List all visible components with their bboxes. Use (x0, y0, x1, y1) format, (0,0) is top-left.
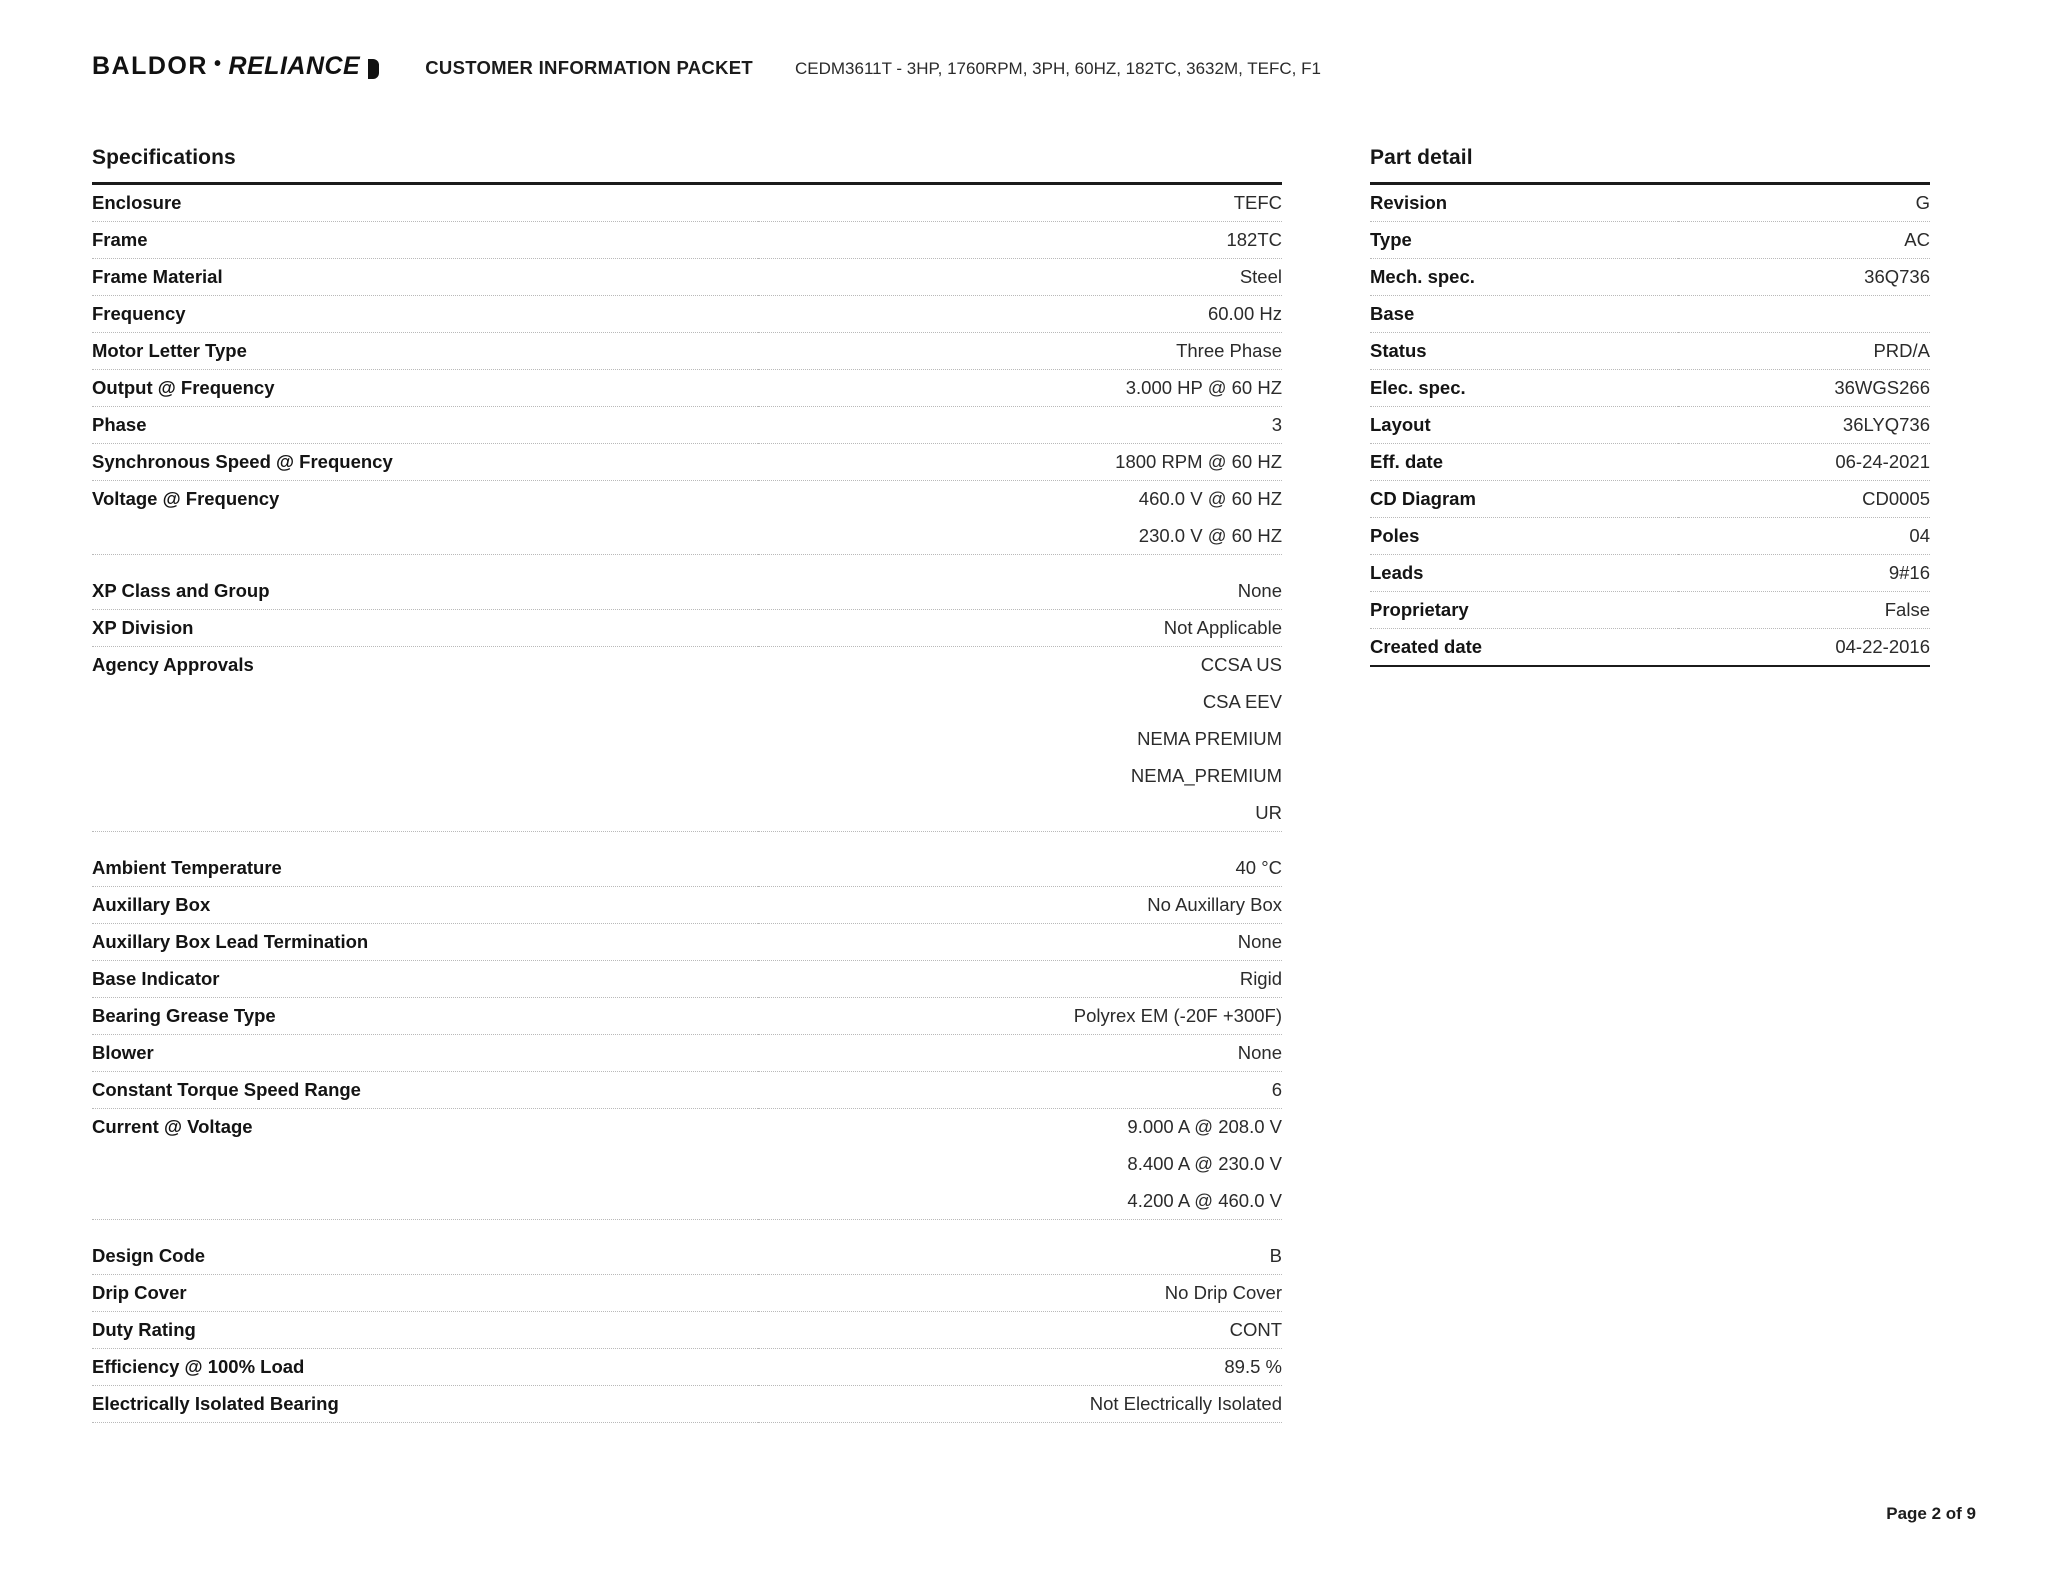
row-value: Three Phase (758, 333, 1282, 370)
row-value: CCSA US (1200, 654, 1282, 675)
table-row (1370, 481, 1930, 518)
row-label: Frame Material (92, 259, 758, 296)
table-row (92, 573, 1282, 610)
row-value: 9.000 A @ 208.0 V (1127, 1116, 1282, 1137)
table-row (92, 924, 1282, 961)
part-detail-table (1370, 182, 1930, 667)
page-footer: Page 2 of 9 (1886, 1504, 1976, 1523)
row-label: Duty Rating (92, 1312, 758, 1349)
table-row (1370, 259, 1930, 296)
table-row (92, 1312, 1282, 1349)
row-label: Frequency (92, 296, 758, 333)
row-value: CONT (758, 1312, 1282, 1349)
row-label: Eff. date (1370, 444, 1678, 481)
page-title: CUSTOMER INFORMATION PACKET (425, 57, 753, 78)
row-label: XP Class and Group (92, 573, 758, 610)
table-row (1370, 222, 1930, 259)
table-row (92, 758, 1282, 795)
row-label: Phase (92, 407, 758, 444)
logo-separator-dot: • (213, 53, 223, 75)
table-row (92, 1072, 1282, 1109)
baldor-reliance-logo (92, 52, 379, 81)
table-row (1370, 518, 1930, 555)
table-row (92, 185, 1282, 222)
row-label: Created date (1370, 629, 1678, 667)
row-label: Base Indicator (92, 961, 758, 998)
row-value: None (758, 1035, 1282, 1072)
row-label: Current @ Voltage (92, 1116, 253, 1137)
page-header (92, 52, 1976, 98)
table-row (92, 1238, 1282, 1275)
row-value: 89.5 % (758, 1349, 1282, 1386)
row-value: NEMA_PREMIUM (1130, 765, 1282, 786)
row-label: Enclosure (92, 185, 758, 222)
row-value: Not Electrically Isolated (758, 1386, 1282, 1423)
row-label (92, 758, 758, 795)
table-row (92, 887, 1282, 924)
table-row (92, 222, 1282, 259)
table-row (92, 481, 1282, 518)
row-value: 04 (1678, 518, 1930, 555)
row-value: 1800 RPM @ 60 HZ (758, 444, 1282, 481)
row-value: Steel (758, 259, 1282, 296)
page-subtitle: CEDM3611T - 3HP, 1760RPM, 3PH, 60HZ, 182TC, 3632M, TEFC, F1 (794, 59, 1321, 78)
row-label: Leads (1370, 555, 1678, 592)
row-value: None (758, 573, 1282, 610)
specifications-heading: Specifications (92, 146, 236, 169)
table-bottom-rule (1370, 666, 1930, 667)
row-value: CSA EEV (1202, 691, 1282, 712)
table-row (92, 370, 1282, 407)
row-label: Auxillary Box Lead Termination (92, 924, 758, 961)
table-row (92, 647, 1282, 684)
row-label: CD Diagram (1370, 481, 1678, 518)
table-row (92, 407, 1282, 444)
row-value: 4.200 A @ 460.0 V (758, 1183, 1282, 1220)
row-value: 230.0 V @ 60 HZ (758, 518, 1282, 555)
row-label: Proprietary (1370, 592, 1678, 629)
row-value: B (758, 1238, 1282, 1275)
row-label: Motor Letter Type (92, 333, 758, 370)
row-label: Efficiency @ 100% Load (92, 1349, 758, 1386)
row-label: Frame (92, 222, 758, 259)
table-row (92, 1275, 1282, 1312)
table-row (1370, 592, 1930, 629)
specifications-table (92, 182, 1282, 1423)
row-label (92, 795, 758, 832)
row-value: CD0005 (1678, 481, 1930, 518)
specifications-section (92, 146, 1282, 1423)
table-row (92, 259, 1282, 296)
row-value: None (758, 924, 1282, 961)
table-row (92, 684, 1282, 721)
row-label: XP Division (92, 610, 758, 647)
table-row (92, 795, 1282, 832)
table-row (92, 1109, 1282, 1146)
row-value: G (1678, 185, 1930, 222)
row-value: 3.000 HP @ 60 HZ (758, 370, 1282, 407)
row-label: Elec. spec. (1370, 370, 1678, 407)
part-detail-table-body (1370, 184, 1930, 668)
table-row (1370, 185, 1930, 222)
row-value: TEFC (758, 185, 1282, 222)
table-row (92, 444, 1282, 481)
table-row (92, 610, 1282, 647)
table-row (1370, 333, 1930, 370)
table-row (92, 296, 1282, 333)
row-value: NEMA PREMIUM (1137, 728, 1282, 749)
table-row (1370, 407, 1930, 444)
row-label: Synchronous Speed @ Frequency (92, 444, 758, 481)
row-label: Output @ Frequency (92, 370, 758, 407)
row-value: 06-24-2021 (1678, 444, 1930, 481)
table-row (92, 1183, 1282, 1220)
part-detail-heading: Part detail (1370, 146, 1473, 169)
logo-text-baldor: BALDOR (92, 52, 208, 80)
table-row (1370, 555, 1930, 592)
logo-text-reliance: RELIANCE (228, 52, 361, 80)
row-label (92, 721, 758, 758)
row-value: 3 (758, 407, 1282, 444)
row-label: Revision (1370, 185, 1678, 222)
row-label (92, 684, 758, 721)
row-value: No Auxillary Box (758, 887, 1282, 924)
row-label (92, 1146, 758, 1183)
row-gap (92, 1220, 1282, 1239)
row-label: Poles (1370, 518, 1678, 555)
row-label: Auxillary Box (92, 887, 758, 924)
row-label: Base (1370, 296, 1678, 333)
row-value: UR (758, 795, 1282, 832)
row-value: 60.00 Hz (758, 296, 1282, 333)
row-value: 9#16 (1678, 555, 1930, 592)
row-value: PRD/A (1678, 333, 1930, 370)
table-row (92, 998, 1282, 1035)
row-label: Ambient Temperature (92, 850, 758, 887)
row-value: 36WGS266 (1678, 370, 1930, 407)
row-label (92, 1183, 758, 1220)
row-value (1678, 296, 1930, 333)
row-label: Drip Cover (92, 1275, 758, 1312)
row-label: Bearing Grease Type (92, 998, 758, 1035)
row-value: Rigid (758, 961, 1282, 998)
table-row (1370, 629, 1930, 667)
row-value: No Drip Cover (758, 1275, 1282, 1312)
row-value: AC (1678, 222, 1930, 259)
table-row (92, 1146, 1282, 1183)
row-value: 40 °C (758, 850, 1282, 887)
row-value: 8.400 A @ 230.0 V (1127, 1153, 1282, 1174)
row-label: Constant Torque Speed Range (92, 1072, 758, 1109)
row-label: Voltage @ Frequency (92, 488, 280, 509)
table-row (92, 721, 1282, 758)
row-value: 460.0 V @ 60 HZ (1138, 488, 1282, 509)
page-columns (92, 146, 1976, 1423)
table-row (92, 850, 1282, 887)
row-label: Electrically Isolated Bearing (92, 1386, 758, 1423)
row-label: Design Code (92, 1238, 758, 1275)
specifications-table-body (92, 184, 1282, 1423)
table-row (1370, 296, 1930, 333)
row-gap (92, 832, 1282, 851)
row-value: 182TC (758, 222, 1282, 259)
row-gap (92, 555, 1282, 574)
row-value: 36Q736 (1678, 259, 1930, 296)
row-label: Mech. spec. (1370, 259, 1678, 296)
row-label: Agency Approvals (92, 654, 254, 675)
row-label: Layout (1370, 407, 1678, 444)
row-value: Polyrex EM (-20F +300F) (758, 998, 1282, 1035)
row-label: Type (1370, 222, 1678, 259)
row-value: 6 (758, 1072, 1282, 1109)
table-row (92, 518, 1282, 555)
row-value: Not Applicable (758, 610, 1282, 647)
row-label (92, 518, 758, 555)
row-value: False (1678, 592, 1930, 629)
logo-mark-icon (368, 59, 379, 79)
table-row (92, 961, 1282, 998)
table-row (1370, 444, 1930, 481)
table-row (92, 1349, 1282, 1386)
part-detail-section (1370, 146, 1930, 667)
table-row (1370, 370, 1930, 407)
row-value: 04-22-2016 (1678, 629, 1930, 667)
row-label: Status (1370, 333, 1678, 370)
table-row (92, 1386, 1282, 1423)
row-value: 36LYQ736 (1678, 407, 1930, 444)
table-row (92, 333, 1282, 370)
row-label: Blower (92, 1035, 758, 1072)
table-row (92, 1035, 1282, 1072)
